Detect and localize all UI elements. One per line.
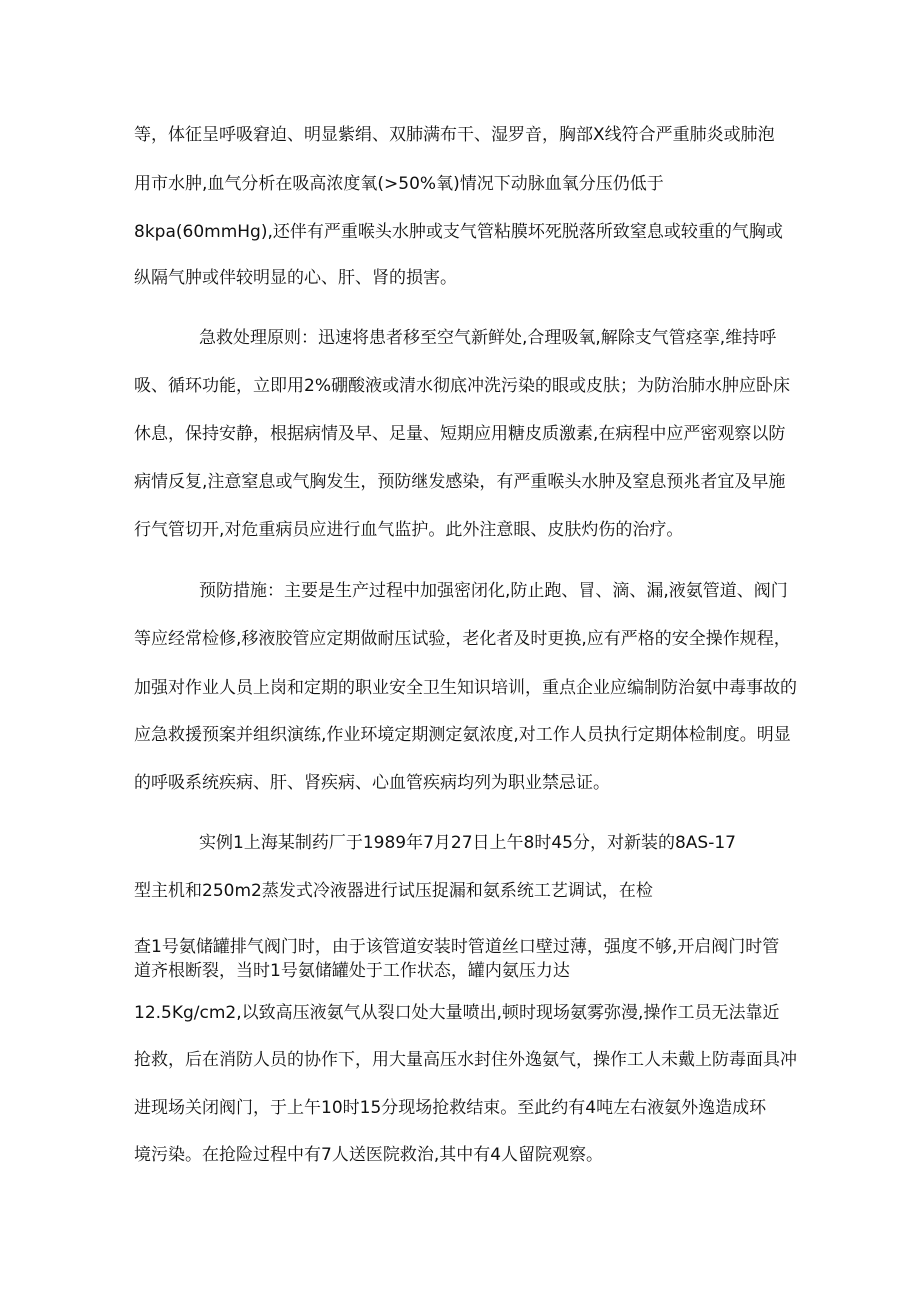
text-line-22: 境污染。在抢险过程中有7人送医院救治,其中有4人留院观察。	[134, 1145, 604, 1165]
text-line-19: 12.5Kg∕cm2,以致高压液氨气从裂口处大量喷出,顿时现场氨雾弥漫,操作工员无法靠近	[134, 1003, 780, 1023]
text-line-3: 8kpa(60mmHg),还伴有严重喉头水肿或支气管粘膜坏死脱落所致窒息或较重的气胸或	[134, 222, 783, 242]
text-line-17: 查1号氨储罐排气阀门时，由于该管道安装时管道丝口壁过薄，强度不够,开启阀门时管	[134, 937, 780, 957]
text-line-21: 进现场关闭阀门，于上午10时15分现场抢救结束。至此约有4吨左右液氨外逸造成环	[134, 1098, 767, 1118]
text-line-9: 行气管切开,对危重病员应进行血气监护。此外注意眼、皮肤灼伤的治疗。	[134, 520, 684, 540]
text-line-16: 型主机和250m2蒸发式冷液器进行试压捉漏和氨系统工艺调试，在检	[134, 881, 653, 901]
paragraph-first-aid-start: 急救处理原则：迅速将患者移至空气新鲜处,合理吸氧,解除支气管痉挛,维持呼	[199, 328, 777, 348]
text-line-7: 休息，保持安静，根据病情及早、足量、短期应用糖皮质激素,在病程中应严密观察以防	[134, 424, 786, 444]
text-line-1: 等，体征呈呼吸窘迫、明显紫绢、双肺满布干、湿罗音，胸部X线符合严重肺炎或肺泡	[134, 125, 775, 145]
text-line-12: 加强对作业人员上岗和定期的职业安全卫生知识培训，重点企业应编制防治氨中毒事故的	[134, 678, 797, 698]
text-line-6: 吸、循环功能，立即用2%硼酸液或清水彻底冲洗污染的眼或皮肤；为防治肺水肿应卧床	[134, 376, 790, 396]
text-line-18: 道齐根断裂，当时1号氨储罐处于工作状态，罐内氨压力达	[134, 961, 570, 981]
text-line-2: 用市水肿,血气分析在吸高浓度氧(>50%氧)情况下动脉血氧分压仍低于	[134, 174, 664, 194]
text-line-20: 抢救，后在消防人员的协作下，用大量高压水封住外逸氨气，操作工人未戴上防毒面具冲	[134, 1050, 797, 1070]
text-line-8: 病情反复,注意窒息或气胸发生，预防继发感染，有严重喉头水肿及窒息预兆者宜及早施	[134, 472, 786, 492]
paragraph-example-start: 实例1上海某制药厂于1989年7月27日上午8时45分，对新装的8AS-17	[199, 833, 736, 853]
text-line-13: 应急救援预案并组织演练,作业环境定期测定氨浓度,对工作人员执行定期体检制度。明显	[134, 725, 791, 745]
paragraph-prevention-start: 预防措施：主要是生产过程中加强密闭化,防止跑、冒、滴、漏,液氨管道、阀门	[199, 581, 788, 601]
text-line-11: 等应经常检修,移液胶管应定期做耐压试验，老化者及时更换,应有严格的安全操作规程，	[134, 629, 791, 649]
text-line-4: 纵隔气肿或伴较明显的心、肝、肾的损害。	[134, 268, 457, 288]
text-line-14: 的呼吸系统疾病、肝、肾疾病、心血管疾病均列为职业禁忌证。	[134, 773, 610, 793]
